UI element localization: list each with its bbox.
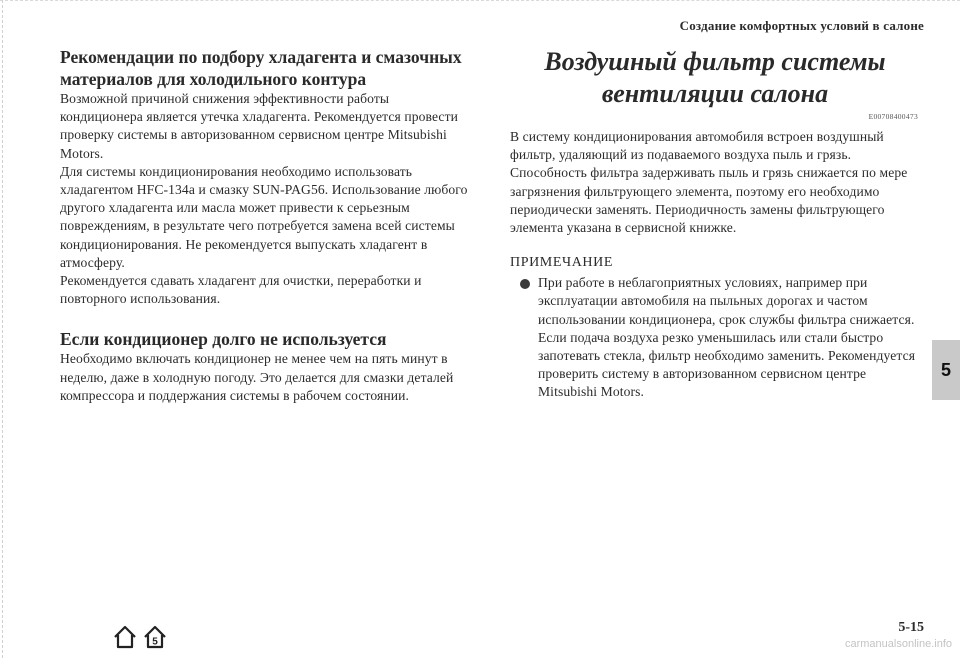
left-divider bbox=[2, 0, 3, 658]
document-code: E00708400473 bbox=[868, 112, 918, 121]
note-text: При работе в неблагоприятных условиях, например при эксплуатации автомобиля на пыльных дорогах и частом использовании кондиционера, срок службы фильтра снижается. Если подача воздуха резко уменьшилась или стали быстро запотевать стекла, фильтр необходимо заменить. Рекомендуется проверить систему в авторизованном сервисном центре Mitsubishi Motors. bbox=[538, 275, 916, 400]
nav-icons bbox=[112, 624, 168, 650]
section-title-unused: Если кондиционер долго не используется bbox=[60, 329, 387, 350]
chapter-tab-label: 5 bbox=[940, 359, 951, 380]
note-heading: ПРИМЕЧАНИЕ bbox=[510, 255, 613, 271]
top-divider bbox=[0, 0, 960, 1]
page-number: 5-15 bbox=[898, 620, 924, 635]
paragraph-refrigerant-leak: Возможной причиной снижения эффективности работы кондиционера является утечка хладагента. Рекомендуется провести проверку системы в авторизованном сервисном центре Mitsubishi Motors. bbox=[60, 91, 458, 161]
section-title-air-filter: Воздушный фильтр системы вентиляции салона bbox=[544, 47, 886, 108]
paragraph-air-filter: В систему кондиционирования автомобиля встроен воздушный фильтр, удаляющий из подаваемого воздуха пыль и грязь. Способность фильтра задерживать пыль и грязь снижается по мере загрязнения фильтрующего элемента, поэтому его необходимо периодически заменять. Периодичность замены фильтрующего элемента указана в сервисной книжке. bbox=[510, 129, 908, 236]
bullet-icon bbox=[520, 279, 530, 289]
right-column bbox=[510, 46, 920, 402]
home-icon[interactable] bbox=[112, 624, 138, 650]
chapter-home-label: 5 bbox=[152, 636, 158, 648]
paragraph-unused: Необходимо включать кондиционер не менее чем на пять минут в неделю, даже в холодную погоду. Это делается для смазки деталей компрессора и поддержания системы в рабочем состоянии. bbox=[60, 351, 454, 403]
chapter-tab[interactable] bbox=[932, 340, 960, 400]
left-column bbox=[60, 46, 470, 405]
note-item bbox=[510, 274, 920, 401]
watermark: carmanualsonline.info bbox=[844, 638, 952, 650]
section-title-refrigerant: Рекомендации по подбору хладагента и смазочных материалов для холодильного контура bbox=[60, 47, 462, 89]
paragraph-refrigerant-type: Для системы кондиционирования необходимо использовать хладагентом HFC-134a и смазку SUN-PAG56. Использование любого другого хладагента или масла может привести к серьезным повреждениям, в результате чего потребуется замена всей системы кондиционирования. Не рекомендуется выпускать хладагент в атмосферу. bbox=[60, 163, 468, 270]
paragraph-refrigerant-recycle: Рекомендуется сдавать хладагент для очистки, переработки и повторного использования. bbox=[60, 273, 422, 307]
running-head: Создание комфортных условий в салоне bbox=[679, 18, 924, 33]
chapter-home-icon[interactable] bbox=[142, 624, 168, 650]
